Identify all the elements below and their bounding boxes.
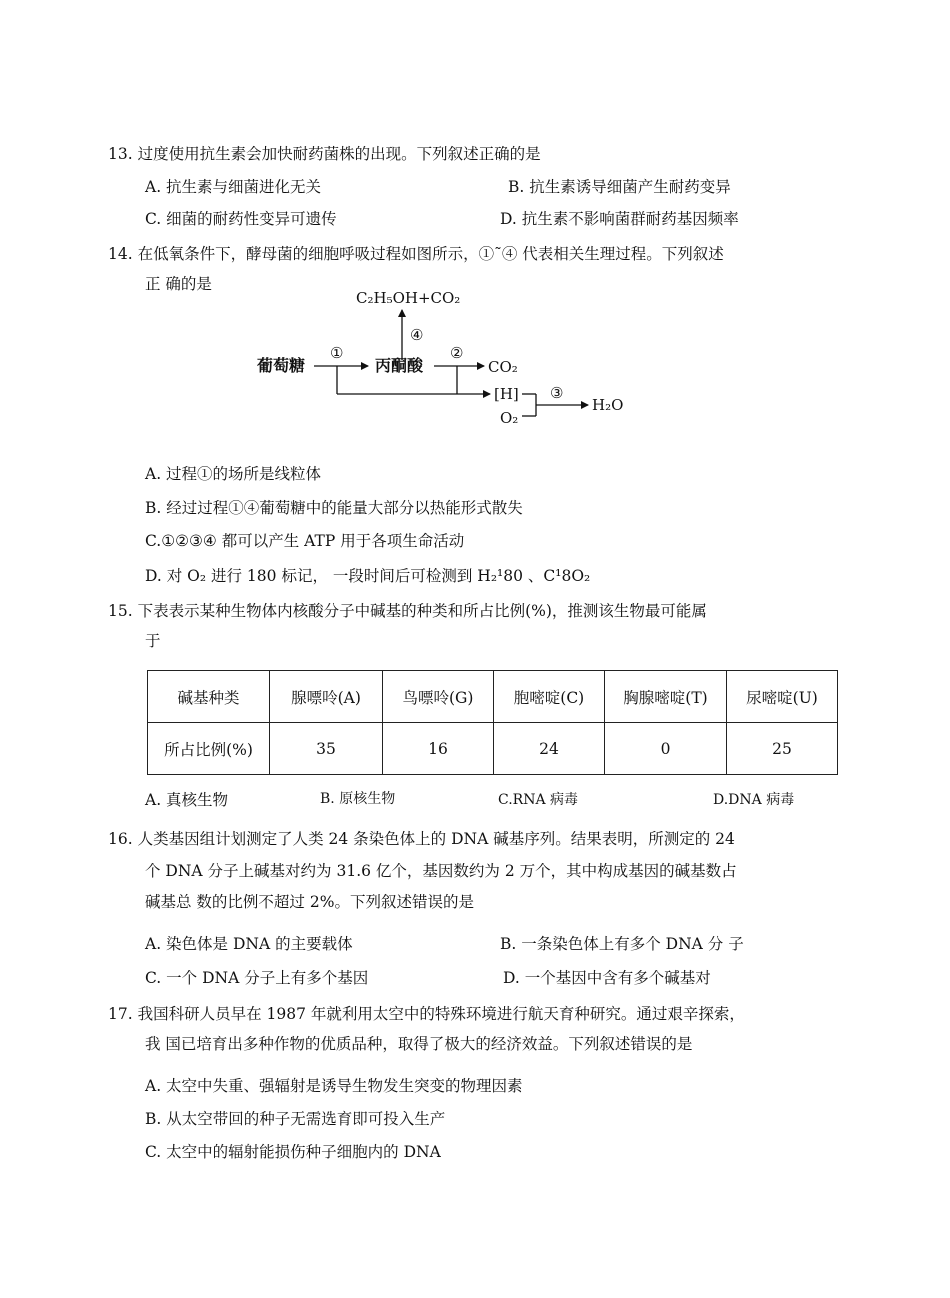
base-ratio-table (147, 670, 838, 775)
q16-option-b: B. 一条染色体上有多个 DNA 分 子 (500, 935, 744, 953)
q13-option-d: D. 抗生素不影响菌群耐药基因频率 (500, 210, 739, 228)
step1-label: ① (330, 344, 344, 362)
q14-option-c: C.①②③④ 都可以产生 ATP 用于各项生命活动 (145, 532, 465, 550)
table-cell: 16 (383, 723, 494, 775)
q14-option-a: A. 过程①的场所是线粒体 (145, 465, 322, 483)
table-row-header: 碱基种类 (148, 671, 270, 723)
q13-stem: 13. 过度使用抗生素会加快耐药菌株的出现。下列叙述正确的是 (108, 145, 541, 163)
q17-option-b: B. 从太空带回的种子无需选育即可投入生产 (145, 1110, 446, 1128)
co2-label: CO₂ (488, 358, 518, 376)
step3-label: ③ (550, 384, 564, 402)
q16-stem-line2: 个 DNA 分子上碱基对约为 31.6 亿个，基因数约为 2 万个，其中构成基因的碱基数占 (145, 862, 737, 880)
table-cell: 24 (494, 723, 605, 775)
table-row (148, 671, 838, 723)
table-cell: 0 (605, 723, 727, 775)
q16-option-c: C. 一个 DNA 分子上有多个基因 (145, 969, 369, 987)
q17-stem-line1: 17. 我国科研人员早在 1987 年就利用太空中的特殊环境进行航天育种研究。通过艰辛探索， (108, 1005, 745, 1023)
q15-stem-line2: 于 (145, 632, 161, 650)
respiration-diagram (250, 278, 650, 438)
q17-stem-line2: 我 国已培育出多种作物的优质品种，取得了极大的经济效益。下列叙述错误的是 (145, 1035, 693, 1053)
table-header-cell: 腺嘌呤(A) (270, 671, 383, 723)
table-header-cell: 胸腺嘧啶(T) (605, 671, 727, 723)
table-cell: 35 (270, 723, 383, 775)
glucose-label: 葡萄糖 (257, 356, 306, 375)
table-row (148, 723, 838, 775)
q17-option-c: C. 太空中的辐射能损伤种子细胞内的 DNA (145, 1143, 441, 1161)
o2-label: O₂ (500, 409, 519, 427)
q16-option-a: A. 染色体是 DNA 的主要载体 (145, 935, 353, 953)
q16-stem-line3: 碱基总 数的比例不超过 2%。下列叙述错误的是 (145, 893, 474, 911)
q13-option-a: A. 抗生素与细菌进化无关 (145, 178, 322, 196)
q13-option-c: C. 细菌的耐药性变异可遗传 (145, 210, 337, 228)
q17-option-a: A. 太空中失重、强辐射是诱导生物发生突变的物理因素 (145, 1077, 523, 1095)
q14-option-d: D. 对 O₂ 进行 180 标记， 一段时间后可检测到 H₂¹80 、C¹8O₂ (145, 567, 591, 585)
q14-option-b: B. 经过过程①④葡萄糖中的能量大部分以热能形式散失 (145, 499, 523, 517)
step4-label: ④ (410, 326, 424, 344)
step2-label: ② (450, 344, 464, 362)
q14-stem-line2: 正 确的是 (145, 275, 212, 293)
q16-option-d: D. 一个基因中含有多个碱基对 (503, 969, 711, 987)
q15-option-b: B. 原核生物 (320, 791, 396, 807)
table-header-cell: 尿嘧啶(U) (727, 671, 838, 723)
q16-stem-line1: 16. 人类基因组计划测定了人类 24 条染色体上的 DNA 碱基序列。结果表明，所测定的 24 (108, 830, 735, 848)
q15-stem-line1: 15. 下表表示某种生物体内核酸分子中碱基的种类和所占比例(%)，推测该生物最可能属 (108, 602, 707, 620)
ethanol-co2-label: C₂H₅OH+CO₂ (356, 289, 461, 307)
table-header-cell: 鸟嘌呤(G) (383, 671, 494, 723)
q13-option-b: B. 抗生素诱导细菌产生耐药变异 (508, 178, 731, 196)
table-cell: 25 (727, 723, 838, 775)
table-row-header: 所占比例(%) (148, 723, 270, 775)
q15-option-a: A. 真核生物 (145, 791, 229, 809)
q14-stem-line1: 14. 在低氧条件下，酵母菌的细胞呼吸过程如图所示，①˜④ 代表相关生理过程。下列叙述 (108, 245, 724, 263)
q15-option-c: C.RNA 病毒 (498, 792, 579, 808)
h2o-label: H₂O (592, 396, 624, 414)
h-label: [H] (494, 385, 519, 403)
pyruvate-label: 丙酮酸 (375, 356, 424, 375)
table-header-cell: 胞嘧啶(C) (494, 671, 605, 723)
q15-option-d: D.DNA 病毒 (713, 792, 795, 808)
